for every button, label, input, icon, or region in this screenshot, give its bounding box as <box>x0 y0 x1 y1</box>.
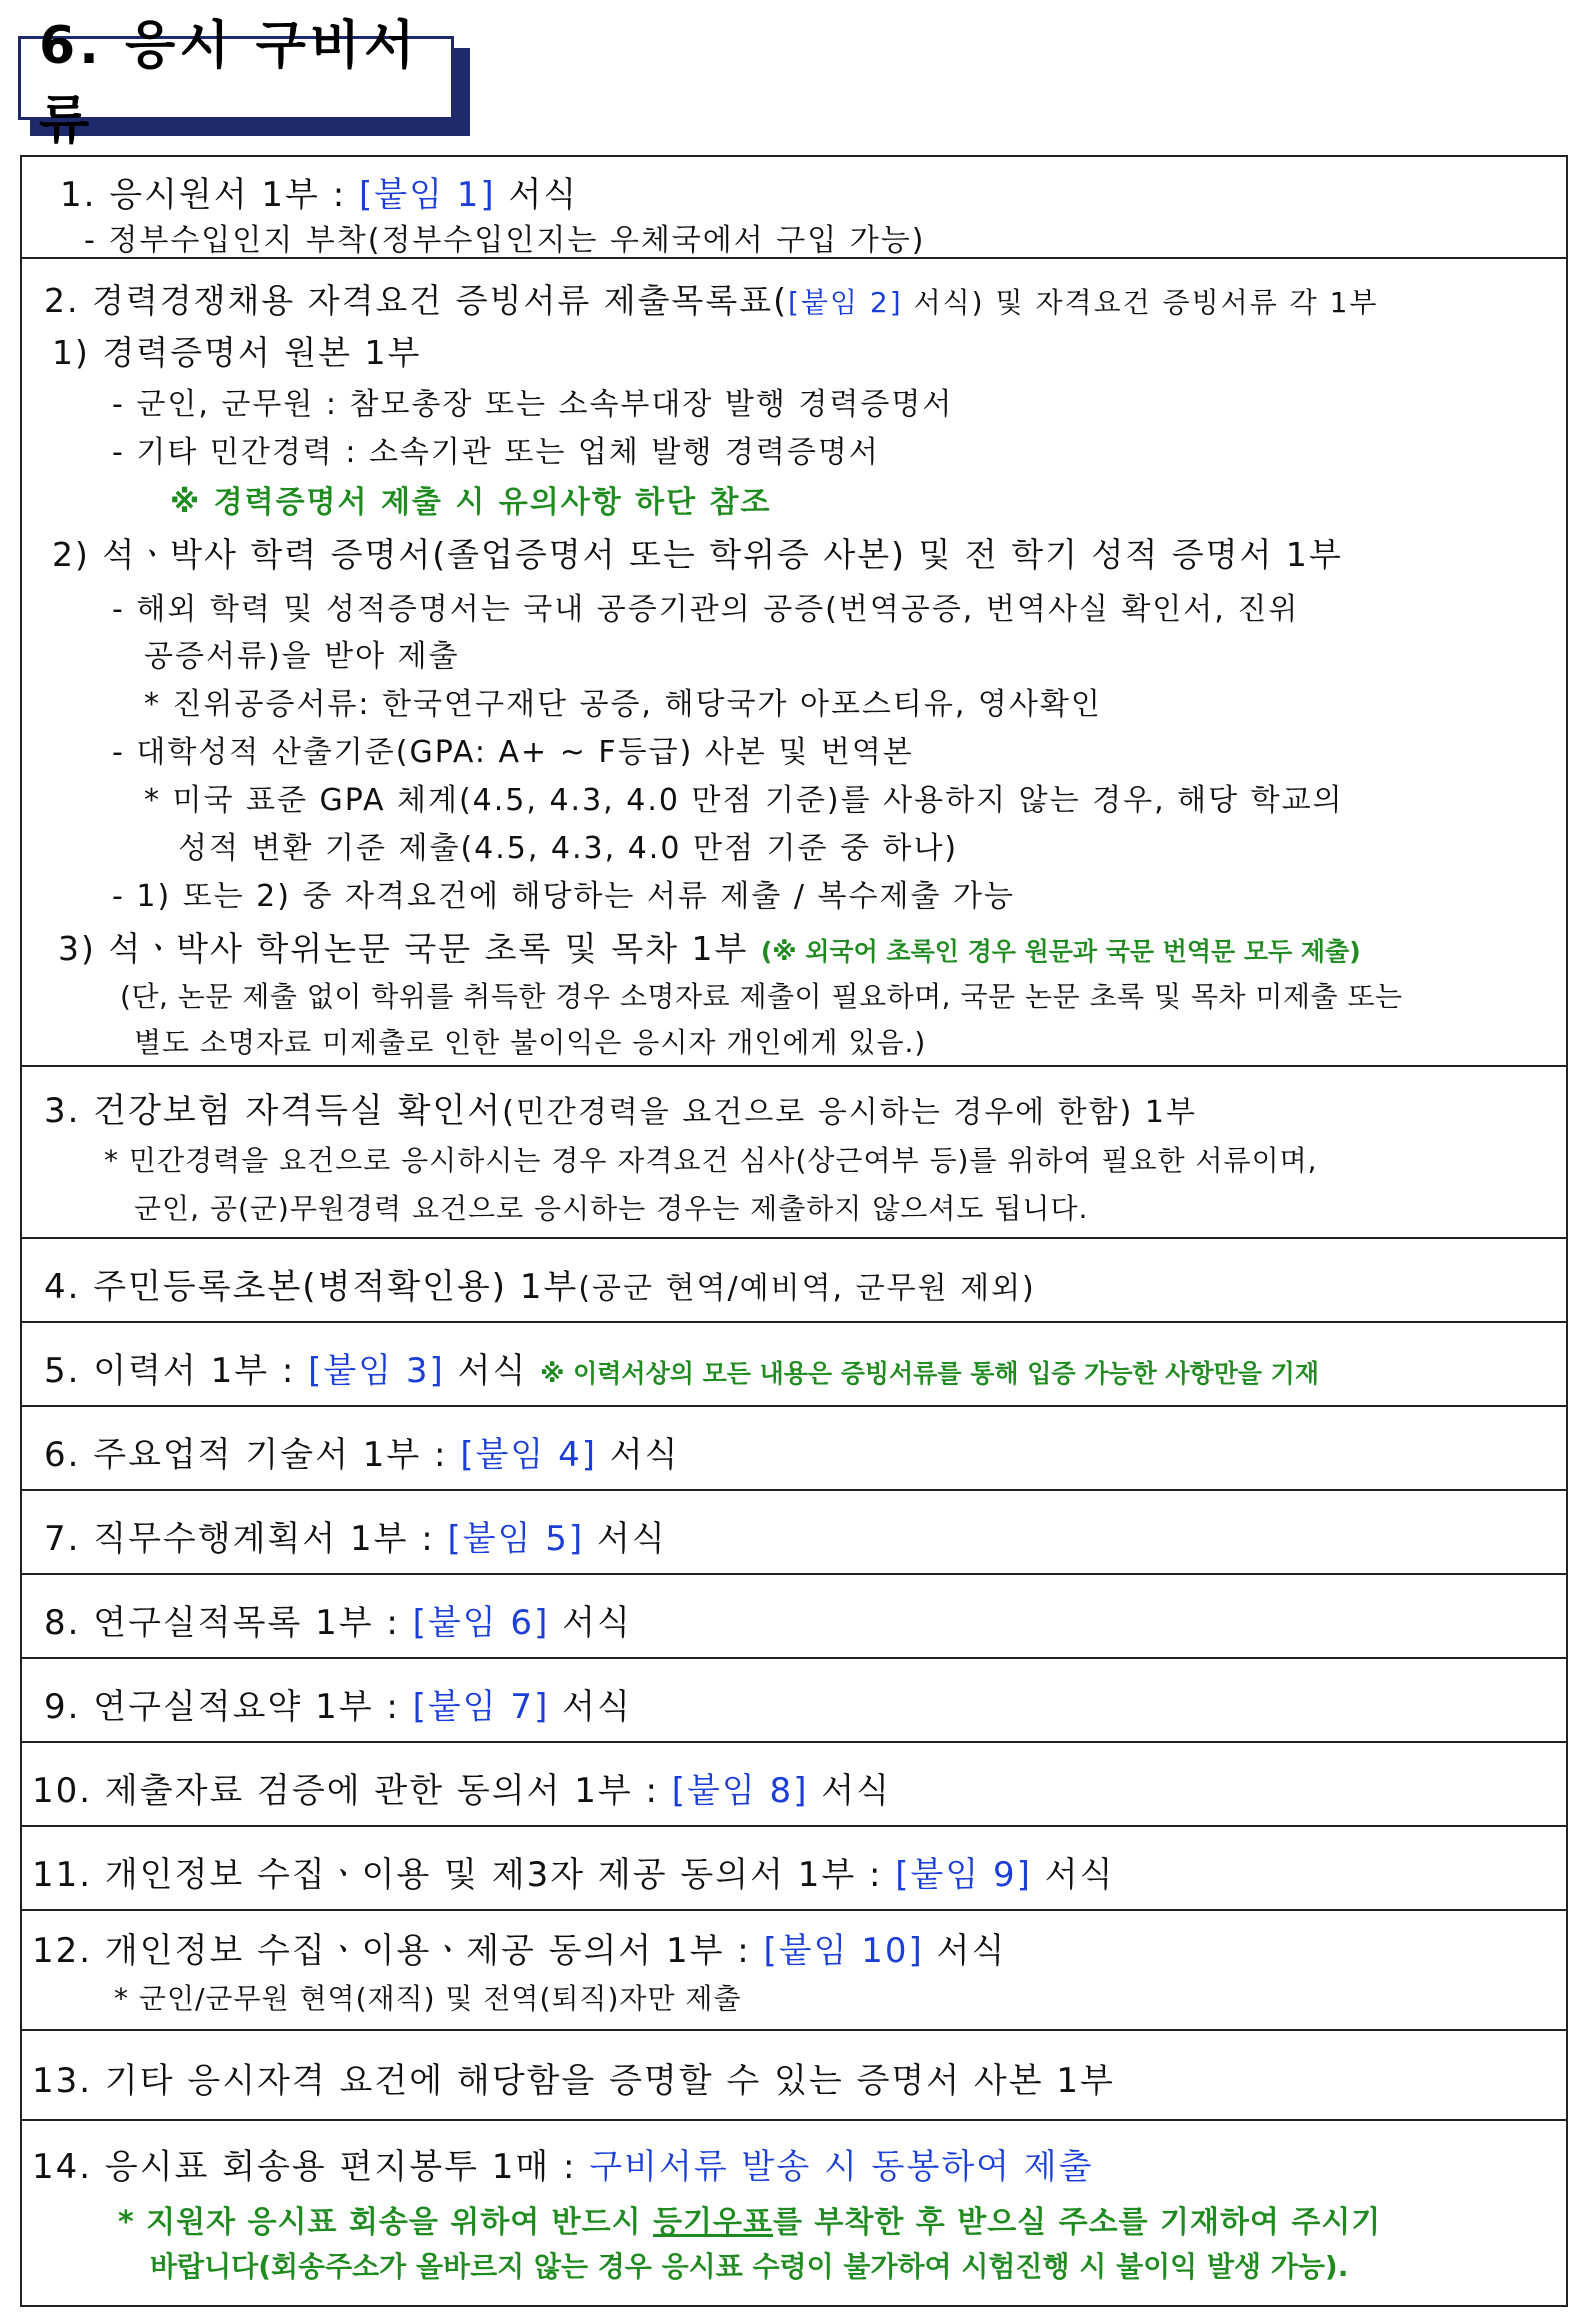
attachment-link-5: [붙임 5] <box>447 1519 585 1559</box>
item-6 <box>22 1407 1566 1489</box>
item-2-sub3-note: (※ 외국어 초록인 경우 원문과 국문 번역문 모두 제출) <box>760 937 1361 966</box>
item-12 <box>22 1911 1566 2029</box>
item-11 <box>22 1827 1566 1909</box>
item-7 <box>22 1491 1566 1573</box>
item-9-title: 9. 연구실적요약 1부 : [붙임 7] 서식 <box>44 1687 632 1727</box>
item-8-title: 8. 연구실적목록 1부 : [붙임 6] 서식 <box>44 1603 632 1643</box>
attachment-link-2: [붙임 2] <box>788 286 903 319</box>
item-12-note: * 군인/군무원 현역(재직) 및 전역(퇴직)자만 제출 <box>114 1982 742 2015</box>
item-2 <box>22 259 1566 1065</box>
item-2-sub3-a1: (단, 논문 제출 없이 학위를 취득한 경우 소명자료 제출이 필요하며, 국문 논문 초록 및 목차 미제출 또는 <box>120 980 1403 1013</box>
item-5 <box>22 1323 1566 1405</box>
item-2-sub2-b: - 대학성적 산출기준(GPA: A+ ~ F등급) 사본 및 번역본 <box>112 735 914 770</box>
item-13 <box>22 2031 1566 2119</box>
item-2-sub1: 1) 경력증명서 원본 1부 <box>52 333 422 372</box>
item-3-note2: 군인, 공(군)무원경력 요건으로 응시하는 경우는 제출하지 않으셔도 됩니다. <box>134 1192 1089 1225</box>
item-2-sub3-a2: 별도 소명자료 미제출로 인한 불이익은 응시자 개인에게 있음.) <box>134 1026 927 1059</box>
item-4 <box>22 1239 1566 1321</box>
item-11-title: 11. 개인정보 수집ㆍ이용 및 제3자 제공 동의서 1부 : [붙임 9] 서식 <box>32 1855 1115 1895</box>
item-2-sub2-b2: 성적 변환 기준 제출(4.5, 4.3, 4.0 만점 기준 중 하나) <box>178 831 959 866</box>
item-10-title: 10. 제출자료 검증에 관한 동의서 1부 : [붙임 8] 서식 <box>32 1771 891 1811</box>
item-2-title: 2. 경력경쟁채용 자격요건 증빙서류 제출목록표([붙임 2] 서식) 및 자격요건 증빙서류 각 1부 <box>44 281 1379 320</box>
item-14-title: 14. 응시표 회송용 편지봉투 1매 : 구비서류 발송 시 동봉하여 제출 <box>32 2147 1094 2187</box>
page-title: 6. 응시 구비서류 <box>39 16 419 151</box>
item-12-title: 12. 개인정보 수집ㆍ이용ㆍ제공 동의서 1부 : [붙임 10] 서식 <box>32 1931 1007 1971</box>
item-3-title: 3. 건강보험 자격득실 확인서(민간경력을 요건으로 응시하는 경우에 한함) 1부 <box>44 1091 1197 1131</box>
item-14 <box>22 2121 1566 2305</box>
item-8 <box>22 1575 1566 1657</box>
item-2-sub2-b1: * 미국 표준 GPA 체계(4.5, 4.3, 4.0 만점 기준)를 사용하지 않는 경우, 해당 학교의 <box>144 783 1344 818</box>
item-5-note: ※ 이력서상의 모든 내용은 증빙서류를 통해 입증 가능한 사항만을 기재 <box>540 1359 1319 1388</box>
attachment-link-1: [붙임 1] <box>358 175 496 215</box>
item-2-sub2-a3: * 진위공증서류: 한국연구재단 공증, 해당국가 아포스티유, 영사확인 <box>144 687 1102 722</box>
attachment-link-6: [붙임 6] <box>412 1603 550 1643</box>
document-list-table <box>20 155 1568 2307</box>
item-6-title: 6. 주요업적 기술서 1부 : [붙임 4] 서식 <box>44 1435 680 1475</box>
item-2-sub2-c: - 1) 또는 2) 중 자격요건에 해당하는 서류 제출 / 복수제출 가능 <box>112 879 1015 914</box>
item-1-title: 1. 응시원서 1부 : [붙임 1] 서식 <box>60 175 579 215</box>
item-13-title: 13. 기타 응시자격 요건에 해당함을 증명할 수 있는 증명서 사본 1부 <box>32 2061 1115 2101</box>
item-2-sub2-a1: - 해외 학력 및 성적증명서는 국내 공증기관의 공증(번역공증, 번역사실 확인서, 진위 <box>112 592 1300 627</box>
item-14-instruction: 구비서류 발송 시 동봉하여 제출 <box>589 2147 1094 2187</box>
item-3-note1: * 민간경력을 요건으로 응시하시는 경우 자격요건 심사(상근여부 등)를 위하여 필요한 서류이며, <box>104 1144 1318 1177</box>
item-4-title: 4. 주민등록초본(병적확인용) 1부(공군 현역/예비역, 군무원 제외) <box>44 1267 1036 1307</box>
item-14-note1: * 지원자 응시표 회송을 위하여 반드시 등기우표를 부착한 후 받으실 주소를 기재하여 주시기 <box>118 2205 1382 2240</box>
section-heading-box <box>18 16 473 151</box>
attachment-link-8: [붙임 8] <box>671 1771 809 1811</box>
item-2-sub2-a2: 공증서류)을 받아 제출 <box>144 639 460 674</box>
attachment-link-3: [붙임 3] <box>308 1351 445 1391</box>
attachment-link-9: [붙임 9] <box>895 1855 1032 1895</box>
item-3 <box>22 1067 1566 1237</box>
attachment-link-10: [붙임 10] <box>763 1931 924 1971</box>
item-2-sub1-note: ※ 경력증명서 제출 시 유의사항 하단 참조 <box>170 485 772 520</box>
item-9 <box>22 1659 1566 1741</box>
item-2-sub1-b: - 기타 민간경력 : 소속기관 또는 업체 발행 경력증명서 <box>112 435 880 470</box>
item-10 <box>22 1743 1566 1825</box>
item-5-title: 5. 이력서 1부 : [붙임 3] 서식 ※ 이력서상의 모든 내용은 증빙서류를 통해 입증 가능한 사항만을 기재 <box>44 1351 1319 1391</box>
item-2-sub1-a: - 군인, 군무원 : 참모총장 또는 소속부대장 발행 경력증명서 <box>112 387 954 422</box>
item-2-sub2: 2) 석ㆍ박사 학력 증명서(졸업증명서 또는 학위증 사본) 및 전 학기 성적 증명서 1부 <box>52 535 1343 574</box>
attachment-link-4: [붙임 4] <box>460 1435 597 1475</box>
item-7-title: 7. 직무수행계획서 1부 : [붙임 5] 서식 <box>44 1519 667 1559</box>
heading-frame <box>18 16 454 151</box>
item-1-note: - 정부수입인지 부착(정부수입인지는 우체국에서 구입 가능) <box>84 223 926 258</box>
attachment-link-7: [붙임 7] <box>412 1687 550 1727</box>
item-14-note2: 바랍니다(회송주소가 올바르지 않는 경우 응시표 수령이 불가하여 시험진행 시 불이익 발생 가능). <box>150 2250 1349 2283</box>
item-2-sub3: 3) 석ㆍ박사 학위논문 국문 초록 및 목차 1부 (※ 외국어 초록인 경우 원문과 국문 번역문 모두 제출) <box>58 929 1361 968</box>
item-1 <box>22 157 1566 257</box>
